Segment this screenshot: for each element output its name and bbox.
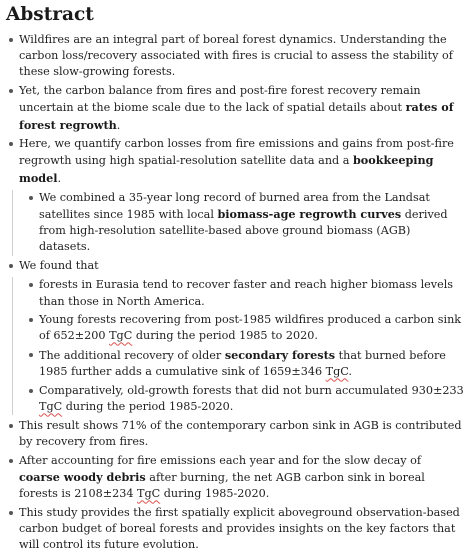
bullet-item	[6, 453, 465, 503]
bullet-text: Comparatively, old-growth forests that did not burn accumulated 930±233	[39, 384, 464, 398]
unit-text: TgC	[137, 487, 161, 501]
bold-term: bookkeeping model	[19, 153, 434, 185]
bullet-item	[6, 418, 465, 450]
bullet-text: derived from high-resolution satellite-based above ground biomass (AGB) datasets.	[39, 208, 448, 254]
sub-bullet-list	[12, 277, 465, 415]
unit-text: TgC	[39, 400, 63, 414]
bold-term: biomass-age regrowth curves	[217, 207, 402, 222]
bullet-text: Yet, the carbon balance from fires and post-fire forest recovery remain uncertain at the biome scale due to the lack of spatial details about	[19, 84, 421, 115]
bullet-text: .	[116, 118, 121, 132]
bullet-text: Young forests recovering from post-1985 wildfires produced a carbon sink of 652±200	[39, 313, 462, 343]
bullet-text: This study provides the first spatially explicit aboveground observation-based carbon budget of boreal forests and provides insights on the key factors that will control its future evolution.	[19, 505, 460, 552]
bullet-text: during the period 1985-2020.	[62, 400, 234, 414]
bullet-text: forests in Eurasia tend to recover faster and reach higher biomass levels than those in North America.	[39, 278, 454, 308]
sub-bullet-item	[26, 347, 465, 380]
bullet-text: Here, we quantify carbon losses from fire emissions and gains from post-fire regrowth using high spatial-resolution satellite data and a	[19, 137, 454, 168]
bullet-text: .	[57, 171, 62, 185]
bullet-text: The additional recovery of older	[39, 349, 225, 363]
bullet-text: during 1985-2020.	[160, 487, 270, 501]
unit-text: TgC	[325, 365, 349, 379]
bullet-text: that burned before 1985 further adds a cumulative sink of 1659±346	[39, 349, 446, 379]
bullet-item	[6, 258, 465, 415]
bullet-item	[6, 32, 465, 81]
bullet-item	[6, 505, 465, 554]
bullet-item	[6, 83, 465, 134]
bullet-text: after burning, the net AGB carbon sink in boreal forests is 2108±234	[19, 471, 425, 501]
unit-text: TgC	[109, 329, 133, 343]
bold-term: rates of forest regrowth	[19, 100, 454, 132]
page-title: Abstract	[6, 4, 94, 25]
bullet-item	[6, 136, 465, 255]
sub-bullet-item	[26, 277, 465, 309]
bullet-list	[6, 32, 465, 554]
sub-bullet-item	[26, 383, 465, 415]
bullet-text: We combined a 35-year long record of burned area from the Landsat satellites since 1985 with local	[39, 190, 430, 222]
bullet-text: during the period 1985 to 2020.	[132, 329, 318, 343]
bullet-text: This result shows 71% of the contemporary carbon sink in AGB is contributed by recovery from fires.	[19, 418, 462, 449]
sub-bullet-item	[26, 190, 465, 256]
bullet-text: After accounting for fire emissions each year and for the slow decay of	[19, 453, 422, 467]
sub-bullet-item	[26, 312, 465, 344]
bullet-text: We found that	[19, 259, 99, 273]
bullet-text: .	[348, 365, 352, 379]
bullet-text: Wildfires are an integral part of boreal forest dynamics. Understanding the carbon loss/recovery associated with fires is crucial to assess the stability of these slow-growing forests.	[19, 33, 453, 79]
bold-term: secondary forests	[224, 348, 336, 363]
sub-bullet-list	[12, 190, 465, 256]
bold-term: coarse woody debris	[19, 470, 146, 485]
